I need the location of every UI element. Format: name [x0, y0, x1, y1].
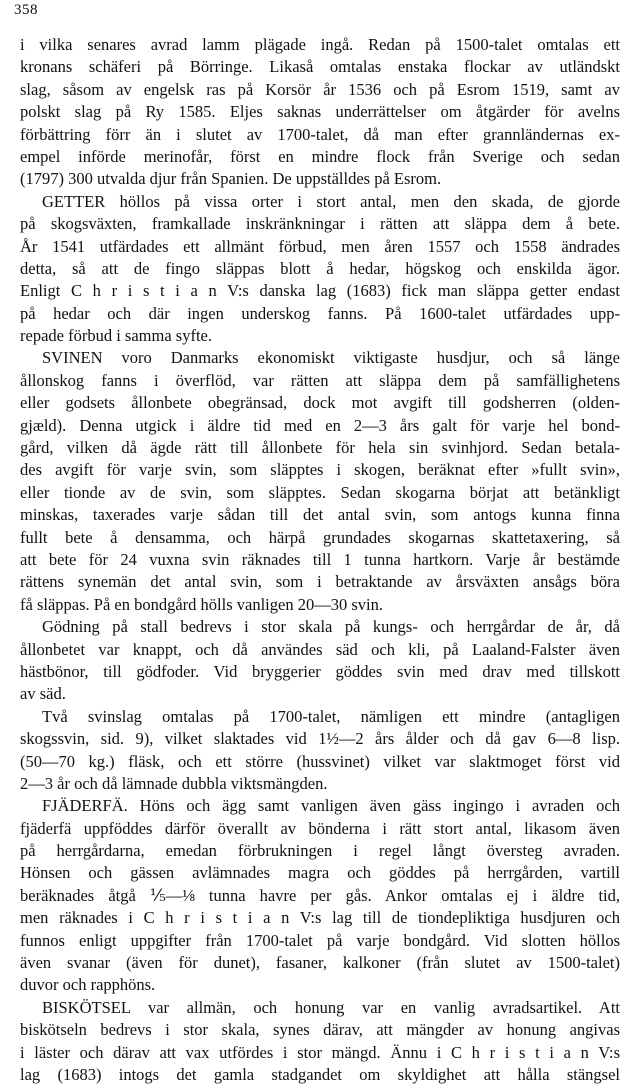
page-number: 358: [14, 2, 38, 18]
text-line: gård, vilken då ägde rätt till ållonbete för hela sin svinhjord. Sedan betala-: [20, 438, 620, 458]
text-line: att bete för 24 vuxna svin räknades till 1 tunna hartkorn. Varje år bestämde: [20, 549, 620, 569]
text-line: eller tionde av de svin, som släpptes. Sedan skogarna börjat att betänkligt: [20, 482, 620, 502]
text-line: Två svinslag omtalas på 1700-talet, nämligen ett mindre (antagligen: [42, 706, 620, 726]
text-line: des avgift för varje svin, som släpptes i skogen, beräknat efter »fullt svin»,: [20, 460, 620, 480]
text-line: funnos enligt uppgifter från 1700-talet på varje bondgård. Vid slotten höllos: [20, 930, 620, 950]
text-line: ållonbetet var knappt, och då användes säd och kli, på Laaland-Falster även: [20, 639, 620, 659]
text-line: BISKÖTSEL var allmän, och honung var en vanlig avradsartikel. Att: [42, 997, 620, 1017]
text-line: av säd.: [20, 684, 66, 704]
text-line: biskötseln bedrevs i stor skala, synes därav, att mängder av honung angivas: [20, 1020, 620, 1040]
text-line: minskas, taxerades varje sådan till det antal svin, som antogs kunna finna: [20, 505, 620, 525]
text-line: slag, såsom av engelsk ras på Korsör år 1536 och på Esrom 1519, samt av: [20, 79, 620, 99]
text-line: fjäderfä uppföddes därför överallt av bönderna i rätt stort antal, likasom även: [20, 818, 620, 838]
text-line: men räknades i C h r i s t i a n V:s lag till de tiondepliktiga husdjuren och: [20, 908, 620, 928]
text-line: gjæld). Denna utgick i äldre tid med en 2—3 års galt för varje hel bond-: [20, 415, 620, 435]
text-line: SVINEN voro Danmarks ekonomiskt viktigaste husdjur, och så länge: [42, 348, 620, 368]
text-line: på skogsväxten, framkallade inskränkningar i rätten att släppa dem å bete.: [20, 214, 620, 234]
text-line: fullt bete å densamma, och härpå grundades skogarnas skattetaxering, så: [20, 527, 620, 547]
text-line: förbättring förr än i slutet av 1700-talet, då man efter grannländernas ex-: [20, 124, 620, 144]
text-line: på herrgårdarna, emedan förbrukningen i regel långt översteg avraden.: [20, 841, 620, 861]
text-line: lag (1683) intogs det gamla stadgandet om skyldighet att hålla stängsel: [20, 1064, 620, 1084]
text-line: polskt slag på Ry 1585. Eljes saknas underrättelser om åtgärder för avelns: [20, 102, 620, 122]
text-line: (50—70 kg.) fläsk, och ett större (hussvinet) vilket var slaktmoget först vid: [20, 751, 620, 771]
text-line: ållonskog fanns i överflöd, var rätten att släppa dem på samfällighetens: [20, 370, 620, 390]
text-line: Gödning på stall bedrevs i stor skala på kungs- och herrgårdar de år, då: [42, 617, 620, 637]
text-line: duvor och rapphöns.: [20, 975, 156, 995]
text-line: rättens synemän det antal svin, som i betraktande av årsväxten ansågs böra: [20, 572, 620, 592]
text-line: GETTER höllos på vissa orter i stort antal, men den skada, de gjorde: [42, 191, 620, 211]
text-line: FJÄDERFÄ. Höns och ägg samt vanligen även gäss ingingo i avraden och: [42, 796, 620, 816]
text-line: få släppas. På en bondgård hölls vanligen 20—30 svin.: [20, 594, 383, 614]
text-line: 2—3 år och då lämnade dubbla viktsmängden.: [20, 773, 328, 793]
text-line: År 1541 utfärdades ett allmänt förbud, men åren 1557 och 1558 ändrades: [20, 236, 620, 256]
text-line: skogssvin, sid. 9), vilket slaktades vid 1½—2 års ålder och då gav 6—8 lisp.: [20, 729, 620, 749]
text-line: i vilka senares avrad lamm plägade ingå. Redan på 1500-talet omtalas ett: [20, 35, 620, 54]
text-line: beräknades åtgå ⅕—⅛ tunna havre per gås. Ankor omtalas ej i äldre tid,: [20, 885, 620, 905]
text-line: i läster och därav att vax utfördes i stor mängd. Ännu i C h r i s t i a n V:s: [20, 1042, 620, 1062]
body-text: [20, 34, 620, 1086]
text-line: hästbönor, till gödfoder. Vid bryggerier göddes svin med drav med tillskott: [20, 661, 620, 681]
text-line: repade förbud i samma syfte.: [20, 326, 212, 346]
text-line: Enligt C h r i s t i a n V:s danska lag (1683) fick man släppa getter endast: [20, 281, 620, 301]
text-line: empel införde merinofår, först en mindre flock från Sverige och sedan: [20, 146, 620, 166]
text-line: även svanar (även för dunet), fasaner, kalkoner (från slutet av 1500-talet): [20, 953, 620, 973]
text-line: Hönsen och gässen avlämnades magra och göddes på herrgården, vartill: [20, 863, 620, 883]
text-line: (1797) 300 utvalda djur från Spanien. De uppställdes på Esrom.: [20, 169, 442, 189]
text-line: eller godsets ållonbete obegränsad, dock mot avgift till godsherren (olden-: [20, 393, 620, 413]
text-line: detta, så att de fingo släppas blott å hedar, högskog och enskilda ägor.: [20, 258, 620, 278]
text-line: på hedar och där ingen underskog fanns. På 1600-talet utfärdades upp-: [20, 303, 620, 323]
text-line: kronans schäferi på Börringe. Likaså omtalas enstaka flockar av utländskt: [20, 57, 620, 77]
